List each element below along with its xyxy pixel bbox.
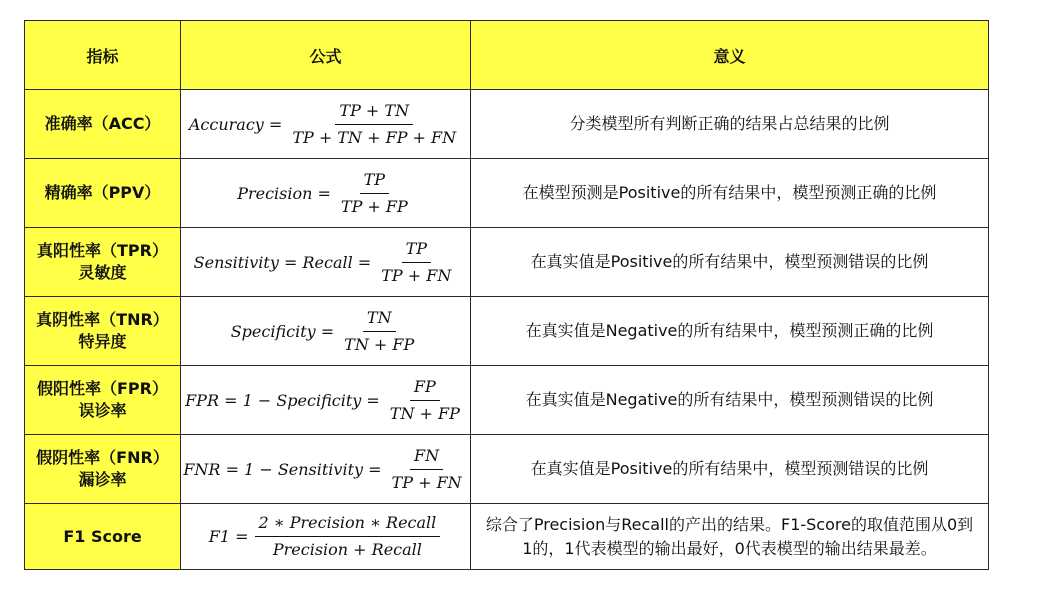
formula-numerator: TP (402, 238, 431, 263)
metric-name-cell (25, 504, 181, 570)
formula-lhs: FPR = 1 − Specificity = (185, 390, 380, 410)
meaning-text: 在模型预测是Positive的所有结果中，模型预测正确的比例 (522, 183, 937, 202)
header-meaning: 意义 (471, 21, 989, 90)
formula-cell (181, 366, 471, 435)
formula-fraction (286, 100, 462, 149)
meaning-text: 在真实值是Positive的所有结果中，模型预测错误的比例 (530, 252, 929, 271)
formula-numerator: TP + TN (335, 100, 413, 125)
metric-name-cell (25, 90, 181, 159)
metric-alias: 误诊率 (78, 401, 127, 420)
metric-alias: 漏诊率 (78, 470, 127, 489)
meaning-text: 在真实值是Negative的所有结果中，模型预测正确的比例 (525, 321, 934, 340)
metric-alias: 特异度 (78, 332, 127, 351)
formula-fraction (253, 512, 443, 561)
formula-lhs: F1 = (208, 527, 249, 546)
table-row (25, 435, 989, 504)
formula-lhs: Precision = (237, 183, 331, 203)
metric-name: F1 Score (63, 526, 142, 546)
header-metric: 指标 (25, 21, 181, 90)
formula-denominator: TP + FN (381, 265, 452, 285)
table-row (25, 90, 989, 159)
formula-numerator: 2 ∗ Precision ∗ Recall (255, 512, 441, 537)
metric-name-cell (25, 159, 181, 228)
formula-cell (181, 504, 471, 570)
formula-fraction (375, 238, 457, 287)
meaning-text: 在真实值是Negative的所有结果中，模型预测错误的比例 (525, 390, 934, 409)
formula-cell (181, 435, 471, 504)
metric-name-cell (25, 297, 181, 366)
meaning-text: 在真实值是Positive的所有结果中，模型预测错误的比例 (530, 459, 929, 478)
formula (209, 512, 443, 561)
metric-name-cell (25, 435, 181, 504)
formula-fraction (384, 376, 466, 425)
metric-name: 假阴性率（FNR） (36, 448, 169, 467)
formula-denominator: Precision + Recall (272, 540, 422, 559)
formula-lhs: Specificity = (230, 321, 335, 341)
meaning-cell (471, 435, 989, 504)
formula (189, 100, 462, 149)
formula-fraction (386, 445, 468, 494)
metrics-table (24, 20, 989, 570)
formula-fraction (338, 307, 420, 356)
table-row (25, 297, 989, 366)
meaning-cell (471, 90, 989, 159)
meaning-cell (471, 504, 989, 570)
meaning-cell (471, 228, 989, 297)
header-formula: 公式 (181, 21, 471, 90)
formula-cell (181, 159, 471, 228)
meaning-text: 1的，1代表模型的输出最好，0代表模型的输出结果最差。 (522, 538, 937, 558)
meaning-text: 综合了Precision与Recall的产出的结果。F1-Score的取值范围从0到 (485, 514, 974, 534)
formula (237, 169, 414, 218)
table-row (25, 228, 989, 297)
table-row (25, 366, 989, 435)
formula-denominator: TP + FN (391, 472, 462, 492)
formula-denominator: TP + TN + FP + FN (292, 127, 457, 147)
formula-denominator: TN + FP (344, 334, 415, 354)
formula (231, 307, 421, 356)
table-row (25, 159, 989, 228)
metric-name-cell (25, 366, 181, 435)
formula-denominator: TP + FP (340, 196, 408, 216)
metric-name: 假阳性率（FPR） (37, 379, 168, 398)
formula-cell (181, 90, 471, 159)
formula-cell (181, 297, 471, 366)
metric-name: 准确率（ACC） (44, 114, 161, 133)
formula-cell (181, 228, 471, 297)
metric-name-cell (25, 228, 181, 297)
formula-numerator: FN (410, 445, 443, 470)
meaning-cell (471, 297, 989, 366)
formula-numerator: FP (410, 376, 440, 401)
formula-numerator: TP (360, 169, 389, 194)
metric-name: 真阳性率（TPR） (37, 241, 168, 260)
formula-fraction (335, 169, 414, 218)
meaning-text: 分类模型所有判断正确的结果占总结果的比例 (569, 114, 890, 133)
table-row (25, 504, 989, 570)
formula-numerator: TN (363, 307, 396, 332)
header-row (25, 21, 989, 90)
metric-name: 真阴性率（TNR） (36, 310, 169, 329)
metric-alias: 灵敏度 (78, 263, 127, 282)
metric-name: 精确率（PPV） (44, 183, 161, 202)
formula-lhs: FNR = 1 − Sensitivity = (183, 459, 382, 479)
meaning-cell (471, 366, 989, 435)
formula (194, 238, 458, 287)
formula-denominator: TN + FP (389, 403, 460, 423)
formula (183, 445, 467, 494)
formula-lhs: Sensitivity = Recall = (193, 252, 372, 272)
formula (185, 376, 466, 425)
formula-lhs: Accuracy = (188, 114, 283, 134)
meaning-cell (471, 159, 989, 228)
